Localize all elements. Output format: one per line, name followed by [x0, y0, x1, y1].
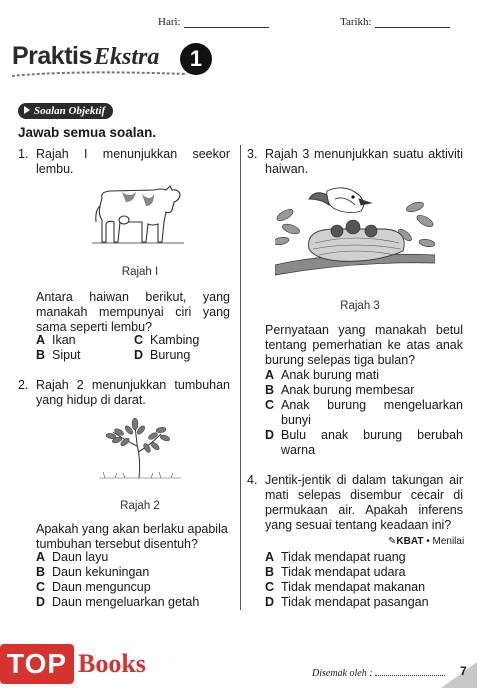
option-3d[interactable]: D Bulu anak burung berubah warna	[265, 428, 463, 457]
hari-blank	[184, 17, 269, 28]
option-3a[interactable]: A Anak burung mati	[265, 368, 379, 382]
option-2d[interactable]: D Daun mengeluarkan getah	[36, 595, 200, 609]
option-1d[interactable]: D Burung	[134, 348, 191, 362]
question-2: 2. Rajah 2 menunjukkan tumbuhan yang hidup di darat.	[18, 378, 230, 407]
question-1-prompt: Antara haiwan berikut, yang manakah mempunyai ciri yang sama seperti lembu?	[36, 290, 230, 334]
page-number: 7	[460, 664, 467, 678]
topbooks-watermark	[0, 644, 190, 684]
option-1c[interactable]: C Kambing	[134, 333, 200, 347]
kbat-tag: ✎KBAT • Menilai	[388, 536, 465, 547]
title-praktis: Praktis	[12, 42, 92, 70]
option-2c[interactable]: C Daun menguncup	[36, 580, 151, 594]
pencil-icon: ✎	[388, 536, 397, 547]
cow-illustration	[92, 180, 184, 248]
page-number-corner	[437, 658, 477, 688]
watermark-books: Books	[78, 649, 146, 678]
watermark-top: TOP	[0, 644, 74, 684]
question-3-prompt: Pernyataan yang manakah betul tentang pemerhatian ke atas anak burung selepas tiga bulan?	[265, 323, 463, 367]
caption-rajah-3: Rajah 3	[340, 300, 380, 312]
caption-rajah-2: Rajah 2	[120, 500, 160, 512]
title-ekstra: Ekstra	[94, 44, 160, 70]
hari-field	[158, 16, 269, 28]
instruction-text: Jawab semua soalan.	[18, 125, 157, 140]
bird-nest-illustration	[275, 185, 435, 285]
title-swoosh-decoration	[12, 70, 187, 80]
question-2-prompt: Apakah yang akan berlaku apabila tumbuhan tersebut disentuh?	[36, 522, 228, 551]
disemak-field: Disemak oleh :	[312, 668, 445, 679]
option-4b[interactable]: B Tidak mendapat udara	[265, 565, 406, 579]
plant-illustration	[95, 416, 185, 484]
option-1b[interactable]: B Siput	[36, 348, 81, 362]
hari-label: Hari:	[158, 16, 181, 28]
tarikh-label: Tarikh:	[340, 16, 372, 28]
question-3: 3. Rajah 3 menunjukkan suatu aktiviti haiwan.	[247, 147, 463, 176]
option-3b[interactable]: B Anak burung membesar	[265, 383, 415, 397]
page-title	[12, 38, 222, 82]
option-2b[interactable]: B Daun kekuningan	[36, 565, 150, 579]
option-3c[interactable]: C Anak burung mengeluarkan bunyi	[265, 398, 463, 427]
column-divider	[240, 145, 241, 610]
option-1a[interactable]: A Ikan	[36, 333, 76, 347]
tarikh-field	[340, 16, 450, 28]
option-4a[interactable]: A Tidak mendapat ruang	[265, 550, 406, 564]
question-1: 1. Rajah I menunjukkan seekor lembu.	[18, 147, 230, 176]
question-4: 4. Jentik-jentik di dalam takungan air mati selepas disembur cecair di permukaan air. Apakah inferens yang sesuai tentang keadaan ini?	[247, 473, 463, 532]
triangle-icon	[24, 106, 30, 114]
disemak-blank	[375, 675, 445, 676]
caption-rajah-1: Rajah I	[121, 266, 159, 278]
section-badge: Soalan Objektif	[18, 103, 113, 119]
option-4c[interactable]: C Tidak mendapat makanan	[265, 580, 426, 594]
title-number-badge: 1	[180, 43, 212, 75]
option-2a[interactable]: A Daun layu	[36, 550, 109, 564]
tarikh-blank	[375, 17, 450, 28]
option-4d[interactable]: D Tidak mendapat pasangan	[265, 595, 429, 609]
